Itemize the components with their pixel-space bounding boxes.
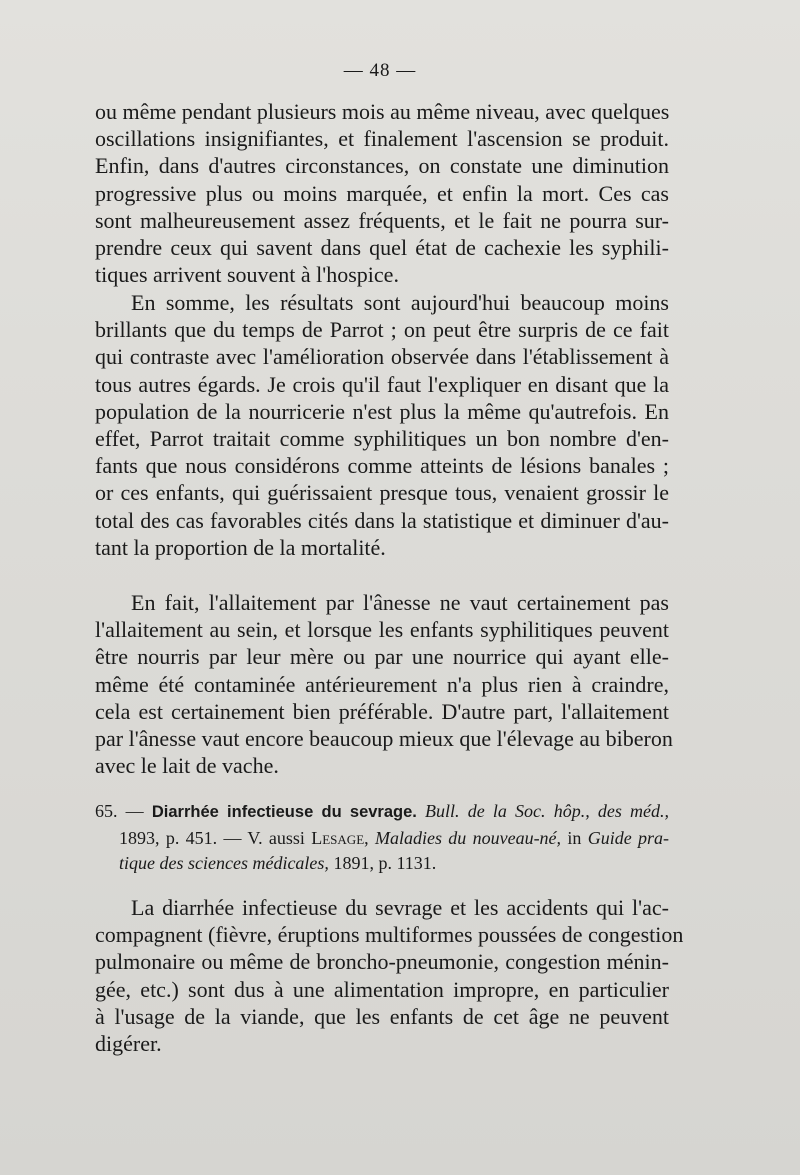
text-line: sont malheureusement assez fréquents, et le fait ne pourra sur- (95, 207, 669, 233)
text-line: avec le lait de vache. (95, 753, 279, 779)
text-line: En somme, les résultats sont aujourd'hui beaucoup moins (131, 290, 669, 315)
page-number: — 48 — (343, 60, 417, 81)
reference-title: Diarrhée infectieuse du sevrage. (151, 803, 417, 821)
text-line: par l'ânesse vaut encore beaucoup mieux que l'élevage au biberon (95, 726, 673, 752)
text-line: oscillations insignifiantes, et finalement l'ascension se produit. (95, 126, 669, 152)
text-line: total des cas favorables cités dans la statistique et diminuer d'au- (95, 507, 669, 533)
text-line: même été contaminée antérieurement n'a plus rien à craindre, (95, 671, 669, 697)
paragraph-1 (95, 98, 669, 288)
paragraph-4 (95, 894, 684, 1057)
text-line: compagnent (fièvre, éruptions multiformes poussées de congestion (95, 922, 684, 948)
text-line: gée, etc.) sont dus à une alimentation impropre, en particulier (95, 976, 669, 1002)
text-line: La diarrhée infectieuse du sevrage et les accidents qui l'ac- (131, 895, 669, 920)
text-line: effet, Parrot traitait comme syphilitiques un bon nombre d'en- (95, 426, 669, 452)
reference-number: 65. (95, 801, 118, 821)
reference-pages: 1891, p. 1131. (328, 853, 437, 873)
reference-line-2 (95, 826, 669, 852)
text-line: Enfin, dans d'autres circonstances, on constate une diminution (95, 153, 669, 179)
reference-guide-part-1: Guide pra- (587, 827, 670, 848)
reference-citation: 1893, p. 451. — V. aussi (119, 827, 312, 848)
reference-line-3 (95, 851, 669, 877)
text-line: fants que nous considérons comme atteints de lésions banales ; (95, 453, 669, 479)
text-line: En fait, l'allaitement par l'ânesse ne vaut certainement pas (131, 590, 669, 615)
text-line: tant la proportion de la mortalité. (95, 534, 386, 560)
text-line: ou même pendant plusieurs mois au même niveau, avec quelques (95, 99, 670, 124)
text-line: cela est certainement bien préférable. D'autre part, l'allaitement (95, 698, 669, 724)
text-line: population de la nourricerie n'est plus la même qu'autrefois. En (95, 398, 669, 424)
reference-dash: — (117, 801, 152, 821)
text-line: tous autres égards. Je crois qu'il faut l'expliquer en disant que la (95, 371, 669, 397)
reference-work: Maladies du nouveau-né, (374, 827, 562, 848)
reference-guide-part-2: tique des sciences médicales, (119, 853, 329, 873)
text-line: à l'usage de la viande, que les enfants de cet âge ne peuvent (95, 1003, 669, 1029)
paragraph-2 (95, 289, 669, 561)
text-line: brillants que du temps de Parrot ; on peut être surpris de ce fait (95, 317, 669, 343)
text-line: digérer. (95, 1031, 162, 1057)
text-line: or ces enfants, qui guérissaient presque tous, venaient grossir le (95, 480, 669, 506)
reference-in: in (561, 827, 588, 848)
text-line: pulmonaire ou même de broncho-pneumonie, congestion ménin- (95, 949, 669, 975)
reference-author: Lesage, (311, 827, 369, 848)
text-line: progressive plus ou moins marquée, et enfin la mort. Ces cas (95, 180, 669, 206)
text-line: tiques arrivent souvent à l'hospice. (95, 262, 399, 288)
text-line: l'allaitement au sein, et lorsque les enfants syphilitiques peuvent (95, 617, 669, 643)
paragraph-3 (95, 589, 673, 779)
text-line: être nourris par leur mère ou par une nourrice qui ayant elle- (95, 644, 669, 670)
text-line: qui contraste avec l'amélioration observée dans l'établissement à (95, 344, 669, 370)
reference-line-1 (95, 799, 669, 826)
text-line: prendre ceux qui savent dans quel état de cachexie les syphili- (95, 235, 669, 261)
reference-entry (95, 799, 669, 877)
reference-journal: Bull. de la Soc. hôp., des méd., (425, 801, 670, 821)
